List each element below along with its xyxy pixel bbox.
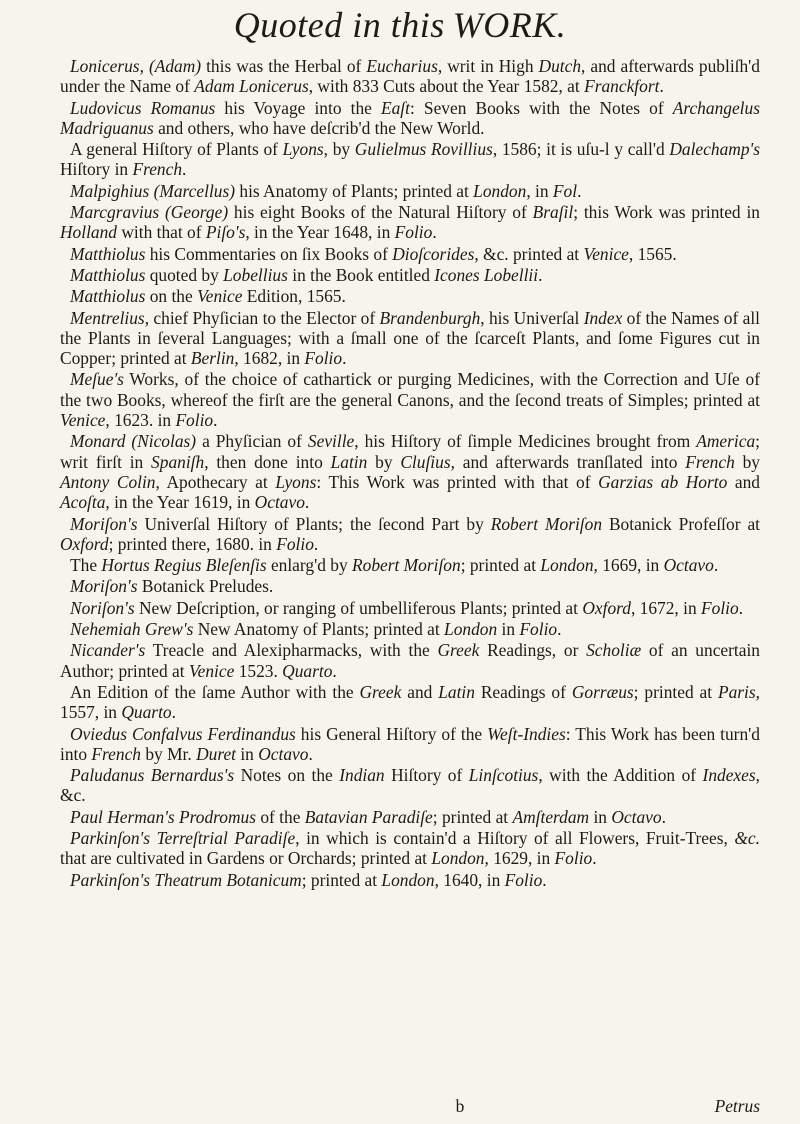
italic-run: Folio [394, 222, 433, 243]
text-run: . [592, 848, 597, 869]
catchword: Petrus [714, 1096, 760, 1116]
text-run: of the [256, 806, 305, 827]
italic-run: Braſil [532, 202, 574, 223]
italic-run: Index [583, 307, 623, 328]
text-run: Notes on the [234, 765, 340, 786]
page-footer [60, 1096, 760, 1122]
bibliography-entry [60, 431, 760, 512]
italic-run: Paris [717, 681, 756, 702]
text-run: Botanick Profeſſor at [602, 513, 760, 534]
italic-run: Quarto [121, 702, 172, 723]
text-run: his Commentaries on ſix Books of [145, 243, 393, 264]
text-run: , 1672, in [630, 597, 701, 618]
bibliography-entry [60, 682, 760, 723]
italic-run: Fol [552, 180, 578, 201]
text-run: , &c. [60, 765, 760, 806]
italic-run: Malpighius (Marcellus) [70, 180, 236, 201]
text-run: , writ in High [437, 56, 539, 76]
text-run: . [313, 533, 319, 554]
text-run: . [577, 180, 582, 201]
text-run: his Voyage into the [215, 97, 381, 118]
text-run: . [538, 264, 543, 285]
italic-run: Gorræus [571, 681, 634, 702]
bibliography-entry [60, 369, 760, 430]
italic-run: Folio [504, 869, 543, 890]
text-run: , 1623. in [105, 410, 176, 431]
italic-run: Robert Moriſon [490, 513, 603, 534]
italic-run: Adam Lonicerus [194, 76, 309, 97]
text-run: New Deſcription, or ranging of umbelliferous Plants; printed at [134, 597, 583, 618]
text-run: Readings of [474, 681, 572, 702]
text-run: with that of [117, 222, 206, 243]
text-run: . [661, 806, 666, 827]
text-run: in the Book entitled [287, 264, 435, 285]
text-run: , 1557, in [60, 681, 760, 723]
text-run: , in which is contain'd a Hiſtory of all Flowers, Fruit-Trees, [295, 827, 735, 848]
text-run: by Mr. [140, 743, 197, 764]
italic-run: French [91, 743, 141, 764]
italic-run: America [696, 431, 756, 452]
text-run: ; this Work was printed in [573, 202, 760, 223]
page-heading [0, 2, 800, 48]
text-run: , and afterwards publiſh'd under the Name of [60, 56, 761, 97]
italic-run: Oviedus Confalvus Ferdinandus [70, 723, 296, 744]
italic-run: Folio [554, 848, 593, 869]
italic-run: Lobellius [223, 264, 288, 285]
italic-run: Seville [307, 431, 355, 452]
text-run: Hiſtory of [384, 765, 469, 786]
text-run: ; printed there, 1680. in [108, 533, 277, 554]
text-run: . [432, 222, 437, 243]
text-run: , 1682, in [234, 348, 305, 369]
italic-run: Dioſcorides [392, 243, 475, 264]
italic-run: Folio [304, 348, 343, 369]
italic-run: Dutch [538, 56, 582, 76]
italic-run: Octavo [611, 806, 662, 827]
italic-run: London [473, 180, 527, 201]
italic-run: Brandenburgh [379, 307, 481, 328]
italic-run: Nicander's [70, 640, 146, 661]
text-run: ; printed at [301, 869, 382, 890]
text-run: , [139, 56, 149, 76]
text-run: Treacle and Alexipharmacks, with the [145, 640, 438, 661]
text-run: a Phyſician of [196, 431, 308, 452]
text-run: . [557, 619, 562, 640]
bibliography-entry [60, 286, 760, 306]
italic-run: Marcgravius (George) [70, 202, 229, 223]
italic-run: Lyons [275, 471, 317, 492]
italic-run: Parkinſon's Terreſtrial Paradiſe [70, 827, 296, 848]
text-run: , in the Year 1648, in [245, 222, 395, 243]
text-run: , his Hiſtory of ſimple Medicines brought from [354, 431, 697, 452]
italic-run: London [431, 848, 485, 869]
text-run: . [308, 743, 313, 764]
signature-mark: b [455, 1096, 465, 1116]
italic-run: Duret [196, 743, 236, 764]
text-run: . [171, 702, 176, 723]
italic-run: Matthiolus [70, 243, 146, 264]
italic-run: Moriſon's [70, 513, 138, 534]
bibliography-entry [60, 576, 760, 596]
italic-run: Antony Colin [60, 471, 156, 492]
bibliography-entry [60, 244, 760, 264]
italic-run: Greek [359, 681, 402, 702]
italic-run: Piſo's [205, 222, 246, 243]
text-run: , with the Addition of [538, 765, 703, 786]
italic-run: Lonicerus [70, 56, 140, 76]
italic-run: Indexes [702, 765, 756, 786]
italic-run: London [381, 869, 435, 890]
text-run: his eight Books of the Natural Hiſtory of [228, 202, 533, 223]
text-run: , &c. printed at [474, 243, 584, 264]
text-run: An Edition of the ſame Author with the [70, 681, 360, 702]
italic-run: Spaniſh [151, 451, 205, 472]
italic-run: Latin [330, 451, 368, 472]
italic-run: Cluſius [400, 451, 451, 472]
bibliography-entry [60, 181, 760, 201]
text-run: in [589, 806, 612, 827]
text-run: ; writ firſt in [60, 431, 760, 472]
text-run: . [342, 348, 347, 369]
text-run: this was the Herbal of [201, 56, 367, 76]
bibliography-entry [60, 555, 760, 575]
italic-run: Matthiolus [70, 286, 146, 307]
italic-run: Folio [276, 533, 314, 554]
italic-run: Gulielmus Rovillius [354, 139, 493, 160]
italic-run: Venice [197, 286, 243, 307]
italic-run: Indian [339, 765, 385, 786]
text-run: his Anatomy of Plants; printed at [235, 180, 474, 201]
text-run: . [659, 76, 664, 97]
text-run: , 1640, in [434, 869, 505, 890]
text-run: 1523. [234, 660, 283, 681]
italic-run: Paludanus Bernardus's [70, 765, 235, 786]
text-run: A general Hiſtory of Plants of [70, 139, 283, 160]
bibliography-entry [60, 56, 760, 97]
text-run: , Apothecary at [155, 471, 276, 492]
text-run: . [542, 869, 547, 890]
text-run: , by [323, 139, 355, 160]
italic-run: Franckfort [584, 76, 660, 97]
bibliography-entry [60, 139, 760, 180]
text-run: : Seven Books with the Notes of [409, 97, 673, 118]
text-run: . [738, 597, 744, 618]
italic-run: Folio [701, 597, 739, 618]
italic-run: Moriſon's [70, 576, 138, 597]
text-run: . [213, 410, 218, 431]
italic-run: Venice [60, 410, 106, 431]
italic-run: Latin [438, 681, 475, 702]
text-run: . [182, 159, 187, 180]
text-run: Readings, or [479, 640, 587, 661]
italic-run: Weſt-Indies [487, 723, 566, 744]
text-run: The [70, 555, 102, 576]
italic-run: Dalechamp's [669, 139, 760, 160]
bibliography-entry [60, 598, 760, 618]
italic-run: Venice [583, 243, 629, 264]
text-run: , and afterwards tranſlated into [450, 451, 686, 472]
text-run: that are cultivated in Gardens or Orchards; printed at [60, 848, 432, 869]
italic-run: French [685, 451, 735, 472]
italic-run: Folio [519, 619, 558, 640]
italic-run: Venice [188, 660, 235, 681]
bibliography-entry [60, 828, 760, 869]
italic-run: Quarto [282, 660, 333, 681]
bibliography-entry [60, 870, 760, 890]
bibliography-entry [60, 514, 760, 555]
text-run: . [332, 660, 337, 681]
italic-run: Icones Lobellii [434, 264, 539, 285]
italic-run: Greek [437, 640, 480, 661]
text-run: his General Hiſtory of the [295, 723, 488, 744]
italic-run: Oxford [582, 597, 631, 618]
text-run: , 1586; it is uſu-l y call'd [492, 139, 670, 160]
bibliography-entry [60, 202, 760, 243]
text-run: by [734, 451, 760, 472]
text-run: New Anatomy of Plants; printed at [193, 619, 445, 640]
italic-run: Garzias ab Horto [598, 471, 728, 492]
bibliography-entry [60, 619, 760, 639]
text-run: and [401, 681, 439, 702]
text-run: of the Names of all the Plants in ſeveral Languages; with a ſmall one of the ſcarceſt Plants, and ſome Figures cut in Copper; printed at [60, 307, 761, 369]
italic-run: Holland [60, 222, 118, 243]
italic-run: Scholiæ [586, 640, 642, 661]
entry-list [60, 56, 760, 891]
text-run: and [727, 471, 760, 492]
text-run: and others, who have deſcrib'd the New World. [153, 117, 485, 138]
italic-run: Noriſon's [70, 597, 135, 618]
italic-run: Parkinſon's Theatrum Botanicum [70, 869, 302, 890]
text-run: ; printed at [432, 806, 513, 827]
text-run: Hiſtory in [60, 159, 133, 180]
text-run: , then done into [204, 451, 331, 472]
text-run: , 1669, in [593, 555, 664, 576]
text-run: , his Univerſal [480, 307, 584, 328]
italic-run: Robert Moriſon [352, 555, 461, 576]
italic-run: Archangelus Madriguanus [60, 97, 760, 138]
italic-run: Lyons [282, 139, 324, 160]
text-run: ; printed at [460, 555, 541, 576]
italic-run: London [540, 555, 594, 576]
italic-run: Amſterdam [512, 806, 590, 827]
italic-run: Monard (Nicolas) [70, 431, 197, 452]
italic-run: London [444, 619, 498, 640]
text-run: Botanick Preludes. [137, 576, 274, 597]
text-run: by [367, 451, 401, 472]
text-run: Univerſal Hiſtory of Plants; the ſecond Part by [137, 513, 491, 534]
italic-run: Acoſta [60, 492, 106, 513]
text-run: , in the Year 1619, in [105, 492, 255, 513]
bibliography-entry [60, 640, 760, 681]
text-run: ; printed at [633, 681, 718, 702]
bibliography-entry [60, 807, 760, 827]
italic-run: Octavo [258, 743, 309, 764]
bibliography-entry [60, 98, 760, 139]
italic-run: Ludovicus Romanus [70, 97, 216, 118]
text-run: enlarg'd by [266, 555, 352, 576]
italic-run: Octavo [254, 492, 305, 513]
text-run: , 1565. [628, 243, 677, 264]
italic-run: (Adam) [148, 56, 202, 76]
italic-run: Matthiolus [70, 264, 146, 285]
italic-run: French [132, 159, 183, 180]
text-run: in [497, 619, 520, 640]
italic-run: &c. [734, 827, 760, 848]
italic-run: Hortus Regius Bleſenſis [101, 555, 267, 576]
italic-run: Nehemiah Grew's [70, 619, 194, 640]
italic-run: Batavian Paradiſe [304, 806, 433, 827]
bibliography-entry [60, 265, 760, 285]
text-run: in [236, 743, 259, 764]
text-run: , 1629, in [484, 848, 555, 869]
text-run: . [304, 492, 310, 513]
bibliography-entry [60, 308, 760, 369]
text-run: : This Work was printed with that of [316, 471, 599, 492]
italic-run: Meſue's [70, 369, 124, 390]
italic-run: Eaſt [380, 97, 410, 118]
italic-run: Berlin [190, 348, 235, 369]
italic-run: Mentrelius [70, 307, 145, 328]
italic-run: Paul Herman's Prodromus [70, 806, 256, 827]
text-run: quoted by [145, 264, 224, 285]
text-run: on the [145, 286, 198, 307]
heading-line1: Quoted in this [233, 5, 445, 45]
text-run: of an uncertain Author; printed at [60, 640, 761, 681]
text-run: , chief Phyſician to the Elector of [144, 307, 380, 328]
text-run: Works, of the choice of cathartick or purging Medicines, with the Correction and Uſe of the two Books, whereof the firſt are the general Canons, and the ſecond treats of Simples; printed at [60, 369, 760, 410]
italic-run: Octavo [663, 555, 714, 576]
text-run: Edition, 1565. [242, 286, 346, 307]
bibliography-entry [60, 765, 760, 806]
text-run: , with 833 Cuts about the Year 1582, at [308, 76, 585, 97]
italic-run: Linſcotius [468, 765, 539, 786]
italic-run: Oxford [60, 533, 109, 554]
heading-line2: WORK. [452, 5, 567, 45]
text-run: . [713, 555, 719, 576]
italic-run: Eucharius [366, 56, 438, 76]
text-run: , in [526, 180, 553, 201]
italic-run: Folio [175, 410, 214, 431]
bibliography-entry [60, 724, 760, 765]
text-run: : This Work has been turn'd into [60, 723, 760, 764]
